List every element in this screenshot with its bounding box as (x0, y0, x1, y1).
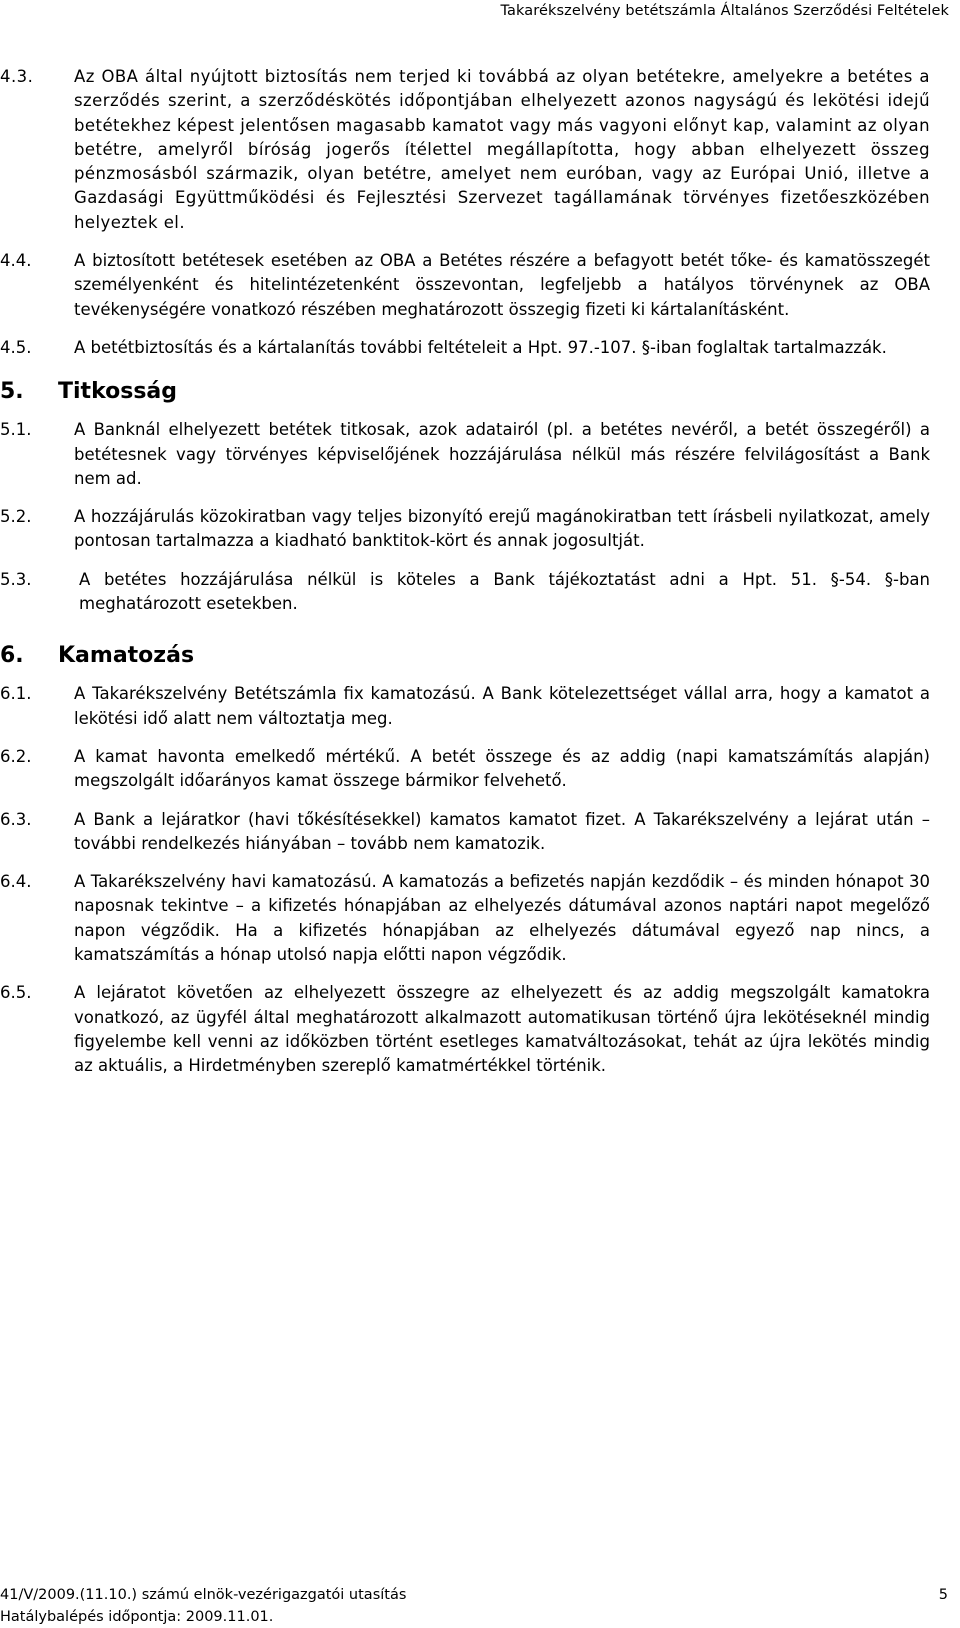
section-number: 6. (0, 643, 24, 669)
clause-text: A Takarékszelvény havi kamatozású. A kamatozás a befizetés napján kezdődik – és minden hónapot 30 naposnak tekintve – a kifizetés hónapjában az elhelyezés dátumával azonos naptári napot megelőző napon végződik. Ha a kifizetés hónapjában az elhelyezés dátumával egyező nap nincs, a kamatszámítás a hónap utolsó napja előtti napon végződik. (74, 872, 930, 965)
clause-text: A Takarékszelvény Betétszámla fix kamatozású. A Bank kötelezettséget vállal arra, hogy a kamatot a lekötési idő alatt nem változtatja meg. (74, 684, 930, 728)
clause-number: 6.5. (0, 983, 32, 1003)
clause-number: 6.3. (0, 809, 32, 829)
clause-4-4 (0, 249, 960, 322)
clause-5-1 (0, 418, 960, 491)
section-heading-6 (0, 638, 960, 674)
clause-6-3 (0, 808, 960, 857)
clause-4-3 (0, 65, 960, 235)
clause-text: A biztosított betétesek esetében az OBA a Betétes részére a befagyott betét tőke- és kamatösszegét személyenként és hitelintézetenként összevontan, legfeljebb a hatályos törvénynek az OBA tevékenységére vonatkozó részében meghatározott összegig fizeti ki kártalanításként. (74, 251, 930, 319)
clause-text: A Bank a lejáratkor (havi tőkésítésekkel) kamatos kamatot fizet. A Takarékszelvény a lejárat után – további rendelkezés hiányában – tovább nem kamatozik. (74, 809, 930, 853)
clause-text: A betétes hozzájárulása nélkül is köteles a Bank tájékoztatást adni a Hpt. 51. §-54. §-ban meghatározott esetekben. (79, 569, 930, 614)
clause-6-1 (0, 682, 960, 731)
clause-number: 5.2. (0, 507, 32, 527)
clause-text: A kamat havonta emelkedő mértékű. A betét összege és az addig (napi kamatszámítás alapján) megszolgált időarányos kamat összege bármikor felvehető. (74, 746, 930, 791)
section-title: Kamatozás (58, 643, 195, 669)
clause-6-5 (0, 981, 960, 1078)
clause-number: 5.3. (0, 569, 32, 589)
section-title: Titkosság (58, 379, 178, 405)
clause-number: 4.4. (0, 251, 32, 271)
clause-text: A betétbiztosítás és a kártalanítás további feltételeit a Hpt. 97.-107. §-iban foglaltak tartalmazzák. (74, 337, 887, 357)
clause-number: 4.3. (0, 67, 34, 86)
section-heading-5 (0, 374, 960, 410)
clause-number: 6.4. (0, 872, 32, 892)
clause-4-5 (0, 336, 960, 360)
section-number: 5. (0, 379, 24, 405)
clause-number: 6.1. (0, 684, 32, 704)
footer-directive: 41/V/2009.(11.10.) számú elnök-vezérigazgatói utasítás (0, 1587, 407, 1603)
clause-text: A lejáratot követően az elhelyezett összegre az elhelyezett és az addig megszolgált kamatokra vonatkozó, az ügyfél által meghatározott alkalmazott automatikusan történő újra lekötéseknél mindig figyelembe kell venni az időközben történt esetleges kamatváltozásokat, tehát az újra lekötés mindig az aktuális, a Hirdetményben szereplő kamatmértékkel történik. (74, 983, 930, 1076)
footer-effective-date: Hatálybalépés időpontja: 2009.11.01. (0, 1609, 274, 1625)
clause-number: 6.2. (0, 746, 32, 766)
clause-text: Az OBA által nyújtott biztosítás nem terjed ki továbbá az olyan betétekre, amelyekre a betétes a szerződés szerint, a szerződéskötés időpontjában elhelyezett azonos nagyságú és lekötési idejű betétekhez képest jelentősen magasabb kamatot vagy más vagyoni előnyt kap, valamint az olyan betétre, amelyről bíróság jogerős ítélettel megállapította, hogy abban elhelyezett összeg pénzmosásból származik, olyan betétre, amelyet nem euróban, vagy az Európai Unió, illetve a Gazdasági Együttműködési és Fejlesztési Szervezet tagállamának törvényes fizetőeszközében helyeztek el. (74, 67, 930, 232)
clause-5-3 (0, 568, 960, 617)
document-body (0, 65, 960, 1093)
clause-6-4 (0, 870, 960, 967)
clause-text: A hozzájárulás közokiratban vagy teljes bizonyító erejű magánokiratban tett írásbeli nyilatkozat, amely pontosan tartalmazza a kiadható banktitok-kört és annak jogosultját. (74, 507, 930, 551)
page-footer (0, 1584, 948, 1628)
clause-6-2 (0, 745, 960, 794)
clause-5-2 (0, 505, 960, 554)
page-number: 5 (938, 1587, 948, 1603)
clause-number: 4.5. (0, 337, 32, 357)
clause-number: 5.1. (0, 420, 32, 440)
running-header: Takarékszelvény betétszámla Általános Szerződési Feltételek (500, 3, 949, 19)
clause-text: A Banknál elhelyezett betétek titkosak, azok adatairól (pl. a betétes nevéről, a betét összegéről) a betétesnek vagy törvényes képviselőjének hozzájárulása nélkül más részére felvilágosítást a Bank nem ad. (74, 420, 930, 488)
